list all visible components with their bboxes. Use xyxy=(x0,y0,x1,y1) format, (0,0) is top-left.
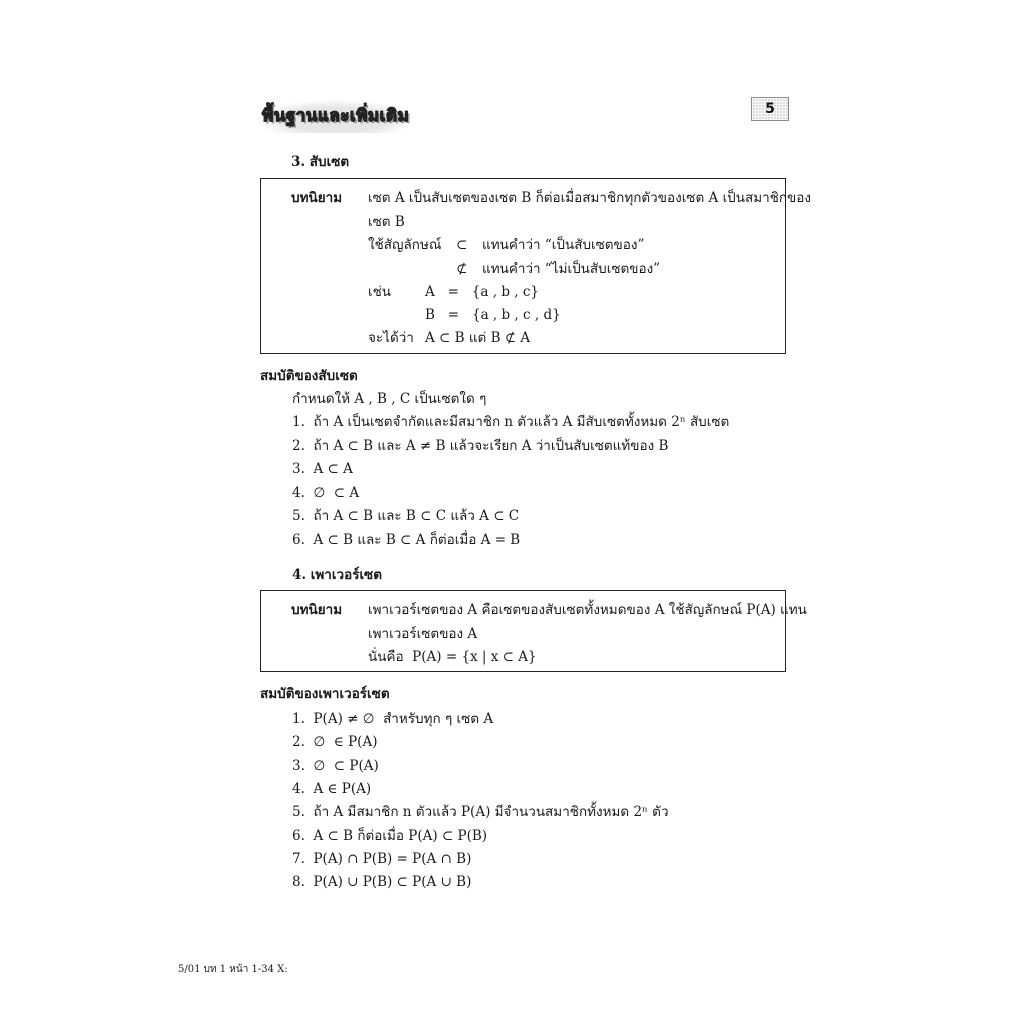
list-item: 3. ∅ ⊂ P(A) xyxy=(292,758,379,774)
list-item: 2. ∅ ∈ P(A) xyxy=(292,734,378,750)
footer-print-info: 5/01 บท 1 หน้า 1-34 X: xyxy=(178,964,288,975)
list-item: 4. ∅ ⊂ A xyxy=(292,485,360,501)
list-item: 6. A ⊂ B และ B ⊂ A ก็ต่อเมื่อ A = B xyxy=(292,532,521,548)
powerset-properties-heading: สมบัติของเพาเวอร์เซต xyxy=(260,686,390,702)
definition-label: บทนิยาม xyxy=(291,190,343,206)
list-item: 8. P(A) ∪ P(B) ⊂ P(A ∪ B) xyxy=(292,874,472,890)
list-item: 6. A ⊂ B ก็ต่อเมื่อ P(A) ⊂ P(B) xyxy=(292,828,488,844)
section-3-heading: 3. สับเซต xyxy=(291,154,350,170)
definition-line-2: เซต B xyxy=(368,214,405,230)
subset-symbol: ⊂ xyxy=(456,237,468,253)
not-subset-symbol: ⊄ xyxy=(456,261,468,277)
book-title-logo: พื้นฐานและเพิ่มเติม xyxy=(256,100,415,133)
subset-symbol-meaning: แทนคำว่า “เป็นสับเซตของ” xyxy=(482,237,645,253)
list-item: 1. ถ้า A เป็นเซตจำกัดและมีสมาชิก n ตัวแล้ว A มีสับเซตทั้งหมด 2ⁿ สับเซต xyxy=(292,414,730,430)
conclusion-text: A ⊂ B แต่ B ⊄ A xyxy=(425,330,531,346)
list-item: 1. P(A) ≠ ∅ สำหรับทุก ๆ เซต A xyxy=(292,711,494,727)
definition-line-1: เซต A เป็นสับเซตของเซต B ก็ต่อเมื่อสมาชิกทุกตัวของเซต A เป็นสมาชิกของ xyxy=(368,190,811,206)
powerset-definition-line-2: เพาเวอร์เซตของ A xyxy=(368,626,478,642)
list-item: 5. ถ้า A ⊂ B และ B ⊂ C แล้ว A ⊂ C xyxy=(292,508,520,524)
powerset-definition-line-1: เพาเวอร์เซตของ A คือเซตของสับเซตทั้งหมดของ A ใช้สัญลักษณ์ P(A) แทน xyxy=(368,602,807,618)
list-item: 5. ถ้า A มีสมาชิก n ตัวแล้ว P(A) มีจำนวนสมาชิกทั้งหมด 2ⁿ ตัว xyxy=(292,804,669,820)
list-item: 3. A ⊂ A xyxy=(292,461,353,477)
subset-properties-heading: สมบัติของสับเซต xyxy=(260,368,358,384)
page-number-badge: 5 xyxy=(751,97,789,121)
symbol-intro: ใช้สัญลักษณ์ xyxy=(368,237,442,253)
conclusion-label: จะได้ว่า xyxy=(368,330,414,346)
example-label: เช่น xyxy=(368,284,392,300)
example-set-a: A = {a , b , c} xyxy=(425,284,539,300)
example-set-b: B = {a , b , c , d} xyxy=(425,307,561,323)
list-item: 7. P(A) ∩ P(B) = P(A ∩ B) xyxy=(292,851,472,867)
section-4-heading: 4. เพาเวอร์เซต xyxy=(292,567,382,583)
powerset-definition-label: บทนิยาม xyxy=(291,602,343,618)
subset-properties-intro: กำหนดให้ A , B , C เป็นเซตใด ๆ xyxy=(292,391,487,407)
powerset-definition-line-3: นั่นคือ P(A) = {x | x ⊂ A} xyxy=(368,649,537,665)
list-item: 2. ถ้า A ⊂ B และ A ≠ B แล้วจะเรียก A ว่าเป็นสับเซตแท้ของ B xyxy=(292,438,669,454)
list-item: 4. A ∈ P(A) xyxy=(292,781,372,797)
not-subset-symbol-meaning: แทนคำว่า “ไม่เป็นสับเซตของ” xyxy=(482,261,661,277)
